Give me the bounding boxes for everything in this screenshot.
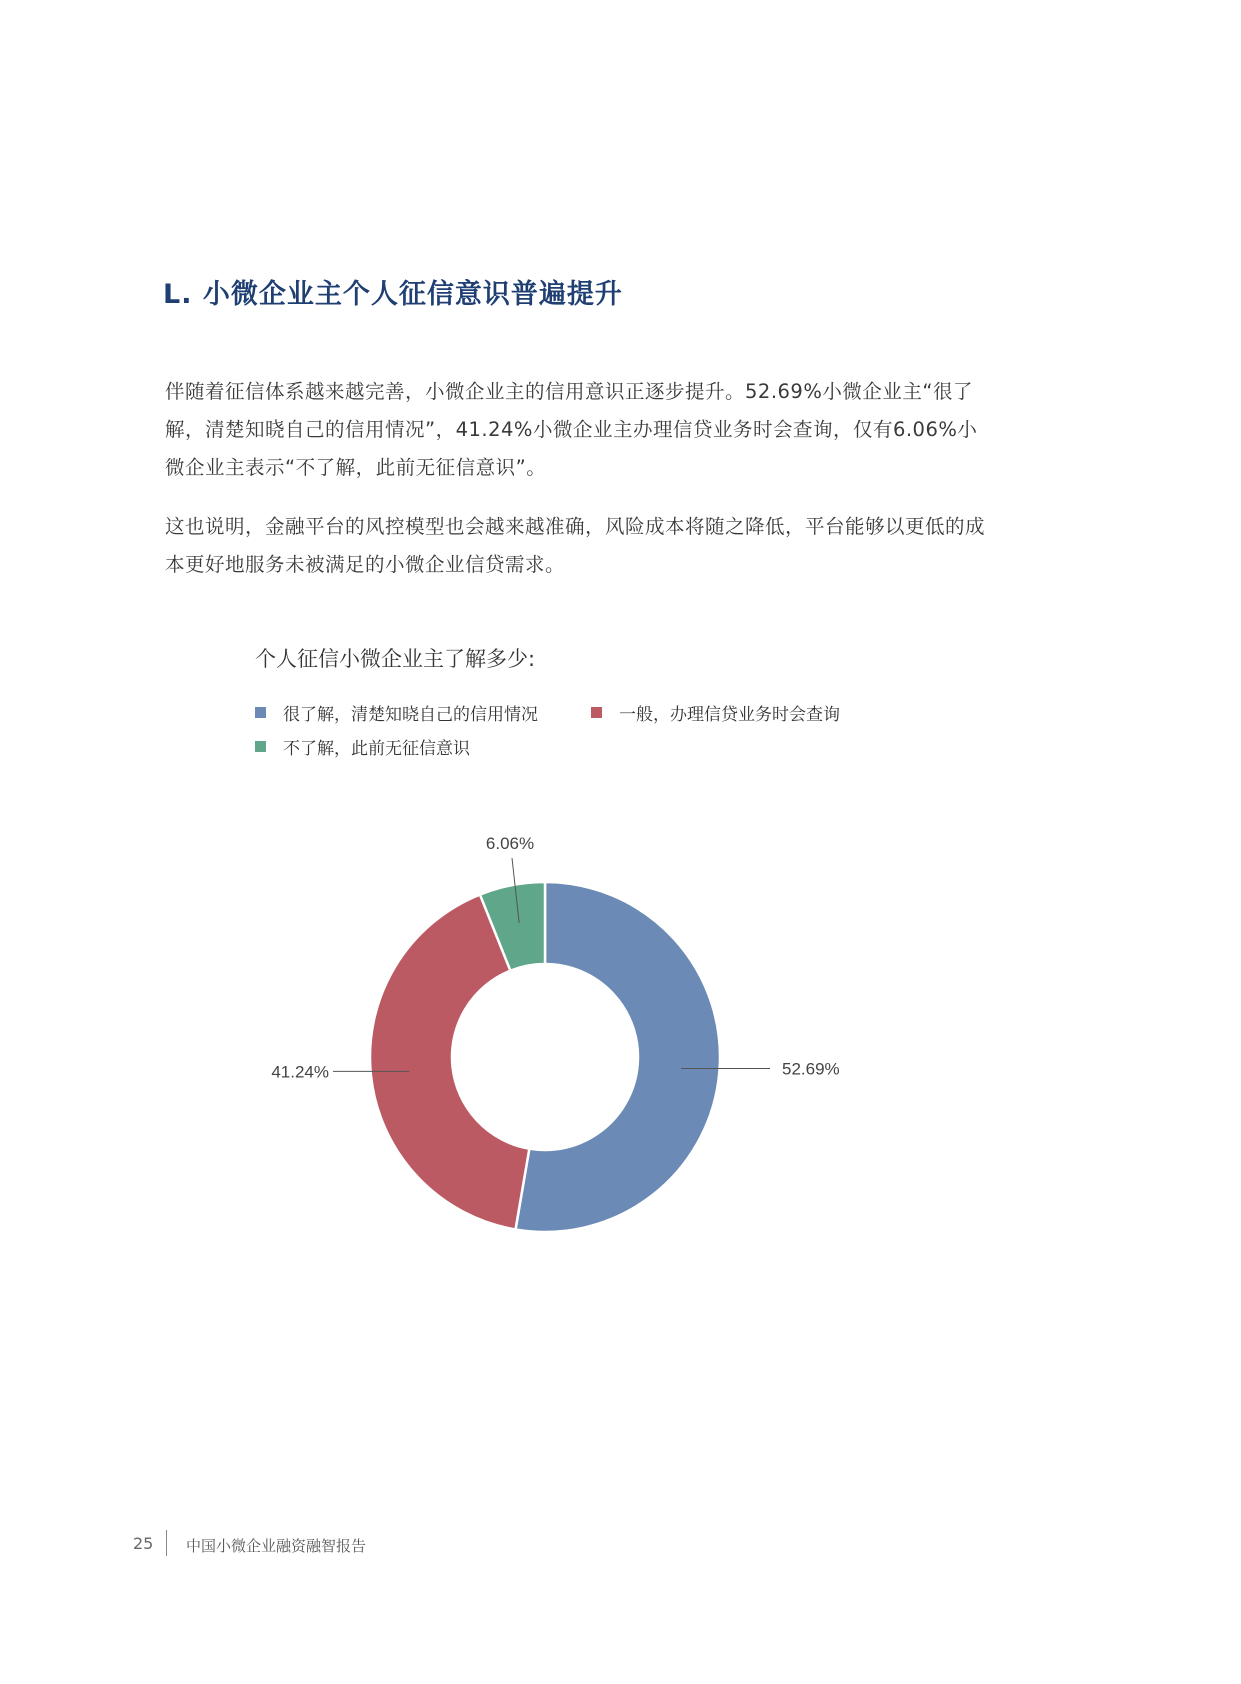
legend-label: 一般，办理信贷业务时会查询	[619, 705, 840, 725]
page-number: 25	[133, 1534, 154, 1553]
paragraph-2: 这也说明，金融平台的风控模型也会越来越准确，风险成本将随之降低，平台能够以更低的成本更好地服务未被满足的小微企业信贷需求。	[165, 515, 986, 576]
paragraph-1: 伴随着征信体系越来越完善，小微企业主的信用意识正逐步提升。52.69%小微企业主“很了解，清楚知晓自己的信用情况”，41.24%小微企业主办理信贷业务时会查询，仅有6.06%小微企业主表示“不了解，此前无征信意识”。	[165, 380, 978, 479]
legend-label: 很了解，清楚知晓自己的信用情况	[283, 705, 538, 725]
data-label-unaware: 6.06%	[485, 834, 535, 853]
report-title: 中国小微企业融资融智报告	[186, 1537, 367, 1555]
data-label-moderate: 41.24%	[271, 1062, 329, 1082]
chart-title: 个人征信小微企业主了解多少:	[255, 647, 536, 671]
legend-label: 不了解，此前无征信意识	[283, 739, 470, 759]
footer-divider	[166, 1530, 167, 1556]
data-label-well-informed: 52.69%	[782, 1059, 840, 1079]
section-heading: L. 小微企业主个人征信意识普遍提升	[163, 279, 623, 310]
